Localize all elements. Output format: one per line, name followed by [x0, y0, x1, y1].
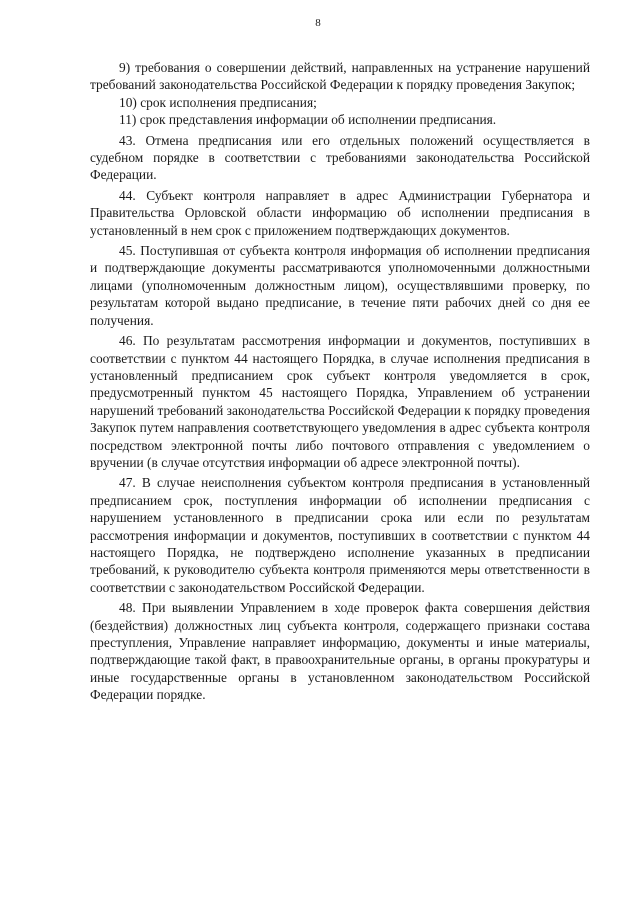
paragraph-item-10: 10) срок исполнения предписания; [119, 94, 317, 110]
paragraph-43: 43. Отмена предписания или его отдельных положений осуществляется в судебном порядке в соответствии с требованиями законодательства Российской Федерации. [90, 132, 590, 183]
paragraph-47: 47. В случае неисполнения субъектом контроля предписания в установленный предписанием срок, поступления информации об исполнении предписания с нарушением установленного в предписании срока или если по результатам рассмотрения информации и документов, поступивших в соответствии с пунктом 44 настоящего Порядка, не подтверждено исполнение указанных в предписании требований, к руководителю субъекта контроля применяются меры ответственности в соответствии с законодательством Российской Федерации. [90, 475, 590, 595]
paragraph-44: 44. Субъект контроля направляет в адрес Администрации Губернатора и Правительства Орловской области информацию об исполнении предписания в установленный в нем срок с приложением подтверждающих документов. [90, 187, 590, 238]
document-body [90, 59, 590, 704]
paragraph-46: 46. По результатам рассмотрения информации и документов, поступивших в соответствии с пунктом 44 настоящего Порядка, в случае исполнения предписания в установленный предписанием срок субъект контроля уведомляется в срок, предусмотренный пунктом 45 настоящего Порядка, Управлением об устранении нарушений требований законодательства Российской Федерации к порядку проведения Закупок путем направления соответствующего уведомления в адрес субъекта контроля посредством электронной почты либо почтового отправления с уведомлением о вручении (в случае отсутствия информации об адресе электронной почты). [90, 333, 590, 470]
paragraph-48: 48. При выявлении Управлением в ходе проверок факта совершения действия (бездействия) должностных лиц субъекта контроля, содержащего признаки состава преступления, Управление направляет информацию, документы и иные материалы, подтверждающие такой факт, в правоохранительные органы, в органы прокуратуры и иные государственные органы в установленном законодательством Российской Федерации порядке. [90, 600, 590, 703]
page-number: 8 [315, 17, 321, 29]
paragraph-item-9: 9) требования о совершении действий, направленных на устранение нарушений требований законодательства Российской Федерации к порядку проведения Закупок; [90, 60, 590, 93]
paragraph-item-11: 11) срок представления информации об исполнении предписания. [119, 112, 497, 128]
paragraph-45: 45. Поступившая от субъекта контроля информация об исполнении предписания и подтверждающие документы рассматриваются уполномоченными должностными лицами (уполномоченным должностным лицом), осуществлявшими проверку, по результатам которой выдано предписание, в течение пяти рабочих дней со дня ее получения. [90, 243, 590, 328]
